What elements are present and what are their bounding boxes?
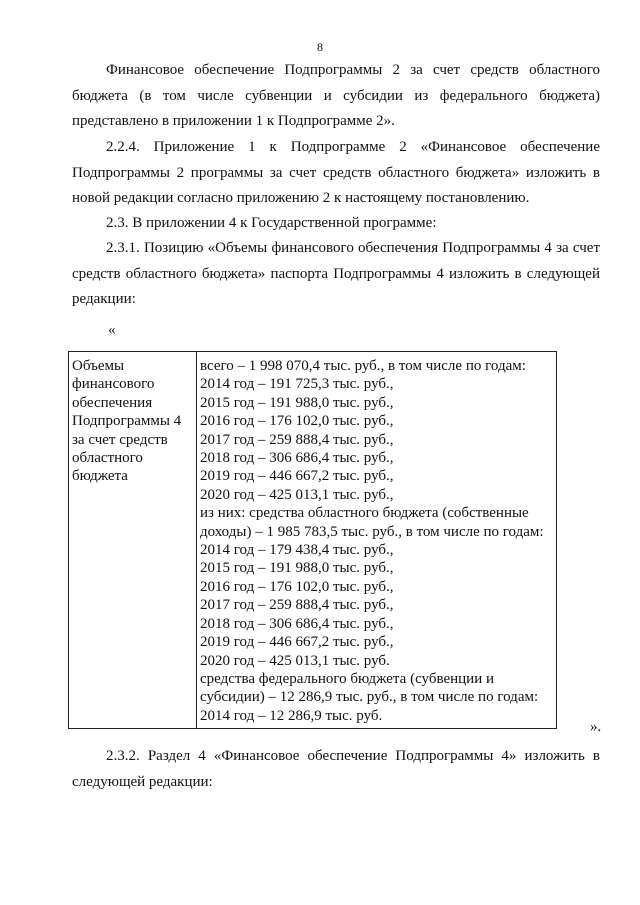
- opening-quote: «: [108, 322, 116, 338]
- content-line: 2015 год – 191 988,0 тыс. руб.,: [200, 560, 394, 577]
- label-line: бюджета: [72, 468, 128, 485]
- content-line: 2018 год – 306 686,4 тыс. руб.,: [200, 450, 394, 467]
- content-line: всего – 1 998 070,4 тыс. руб., в том числе по годам:: [200, 358, 526, 374]
- content-line: средства федерального бюджета (субвенции и: [200, 670, 495, 687]
- content-line: 2020 год – 425 013,1 тыс. руб.: [200, 652, 390, 669]
- paragraph-financing-subprogram-2: Финансовое обеспечение Подпрограммы 2 за счет средств областного бюджета (в том числе субвенции и субсидии из федерального бюджета) представлено в приложении 1 к Подпрограмме 2».: [72, 62, 600, 129]
- label-line: областного: [72, 450, 143, 467]
- content-line: 2016 год – 176 102,0 тыс. руб.,: [200, 413, 394, 430]
- closing-quote: ».: [590, 719, 602, 735]
- content-line: 2014 год – 12 286,9 тыс. руб.: [200, 707, 383, 724]
- content-line: субсидии) – 12 286,9 тыс. руб., в том числе по годам:: [200, 689, 539, 706]
- content-line: из них: средства областного бюджета (собственные: [200, 505, 529, 522]
- content-line: 2015 год – 191 988,0 тыс. руб.,: [200, 394, 394, 411]
- label-line: за счет средств: [72, 431, 168, 448]
- page-number: 8: [317, 40, 323, 54]
- content-line: 2017 год – 259 888,4 тыс. руб.,: [200, 431, 394, 448]
- content-line: 2018 год – 306 686,4 тыс. руб.,: [200, 615, 394, 632]
- table-label-cell: [69, 352, 197, 729]
- content-line: 2016 год – 176 102,0 тыс. руб.,: [200, 578, 394, 595]
- content-line: доходы) – 1 985 783,5 тыс. руб., в том числе по годам:: [200, 523, 544, 540]
- content-line: 2019 год – 446 667,2 тыс. руб.,: [200, 634, 394, 651]
- paragraph-2-2-4: 2.2.4. Приложение 1 к Подпрограмме 2 «Финансовое обеспечение Подпрограммы 2 программы за счет средств областного бюджета» изложить в новой редакции согласно приложению 2 к настоящему постановлению.: [72, 139, 600, 206]
- content-line: 2017 год – 259 888,4 тыс. руб.,: [200, 597, 394, 614]
- label-line: обеспечения: [72, 394, 153, 411]
- table-row: [69, 352, 557, 729]
- content-line: 2019 год – 446 667,2 тыс. руб.,: [200, 468, 394, 485]
- label-line: финансового: [72, 376, 155, 393]
- financing-table: [68, 351, 557, 729]
- label-line: Подпрограммы 4: [72, 413, 182, 430]
- label-line: Объемы: [72, 358, 125, 374]
- content-line: 2014 год – 179 438,4 тыс. руб.,: [200, 542, 394, 559]
- paragraph-2-3-1: 2.3.1. Позицию «Объемы финансового обеспечения Подпрограммы 4 за счет средств областного бюджета» паспорта Подпрограммы 4 изложить в следующей редакции:: [72, 240, 600, 307]
- content-line: 2020 год – 425 013,1 тыс. руб.,: [200, 486, 394, 503]
- paragraph-2-3: 2.3. В приложении 4 к Государственной программе:: [106, 215, 437, 231]
- content-line: 2014 год – 191 725,3 тыс. руб.,: [200, 376, 394, 393]
- paragraph-2-3-2: 2.3.2. Раздел 4 «Финансовое обеспечение Подпрограммы 4» изложить в следующей редакции:: [72, 748, 600, 790]
- table-content-cell: [197, 352, 557, 729]
